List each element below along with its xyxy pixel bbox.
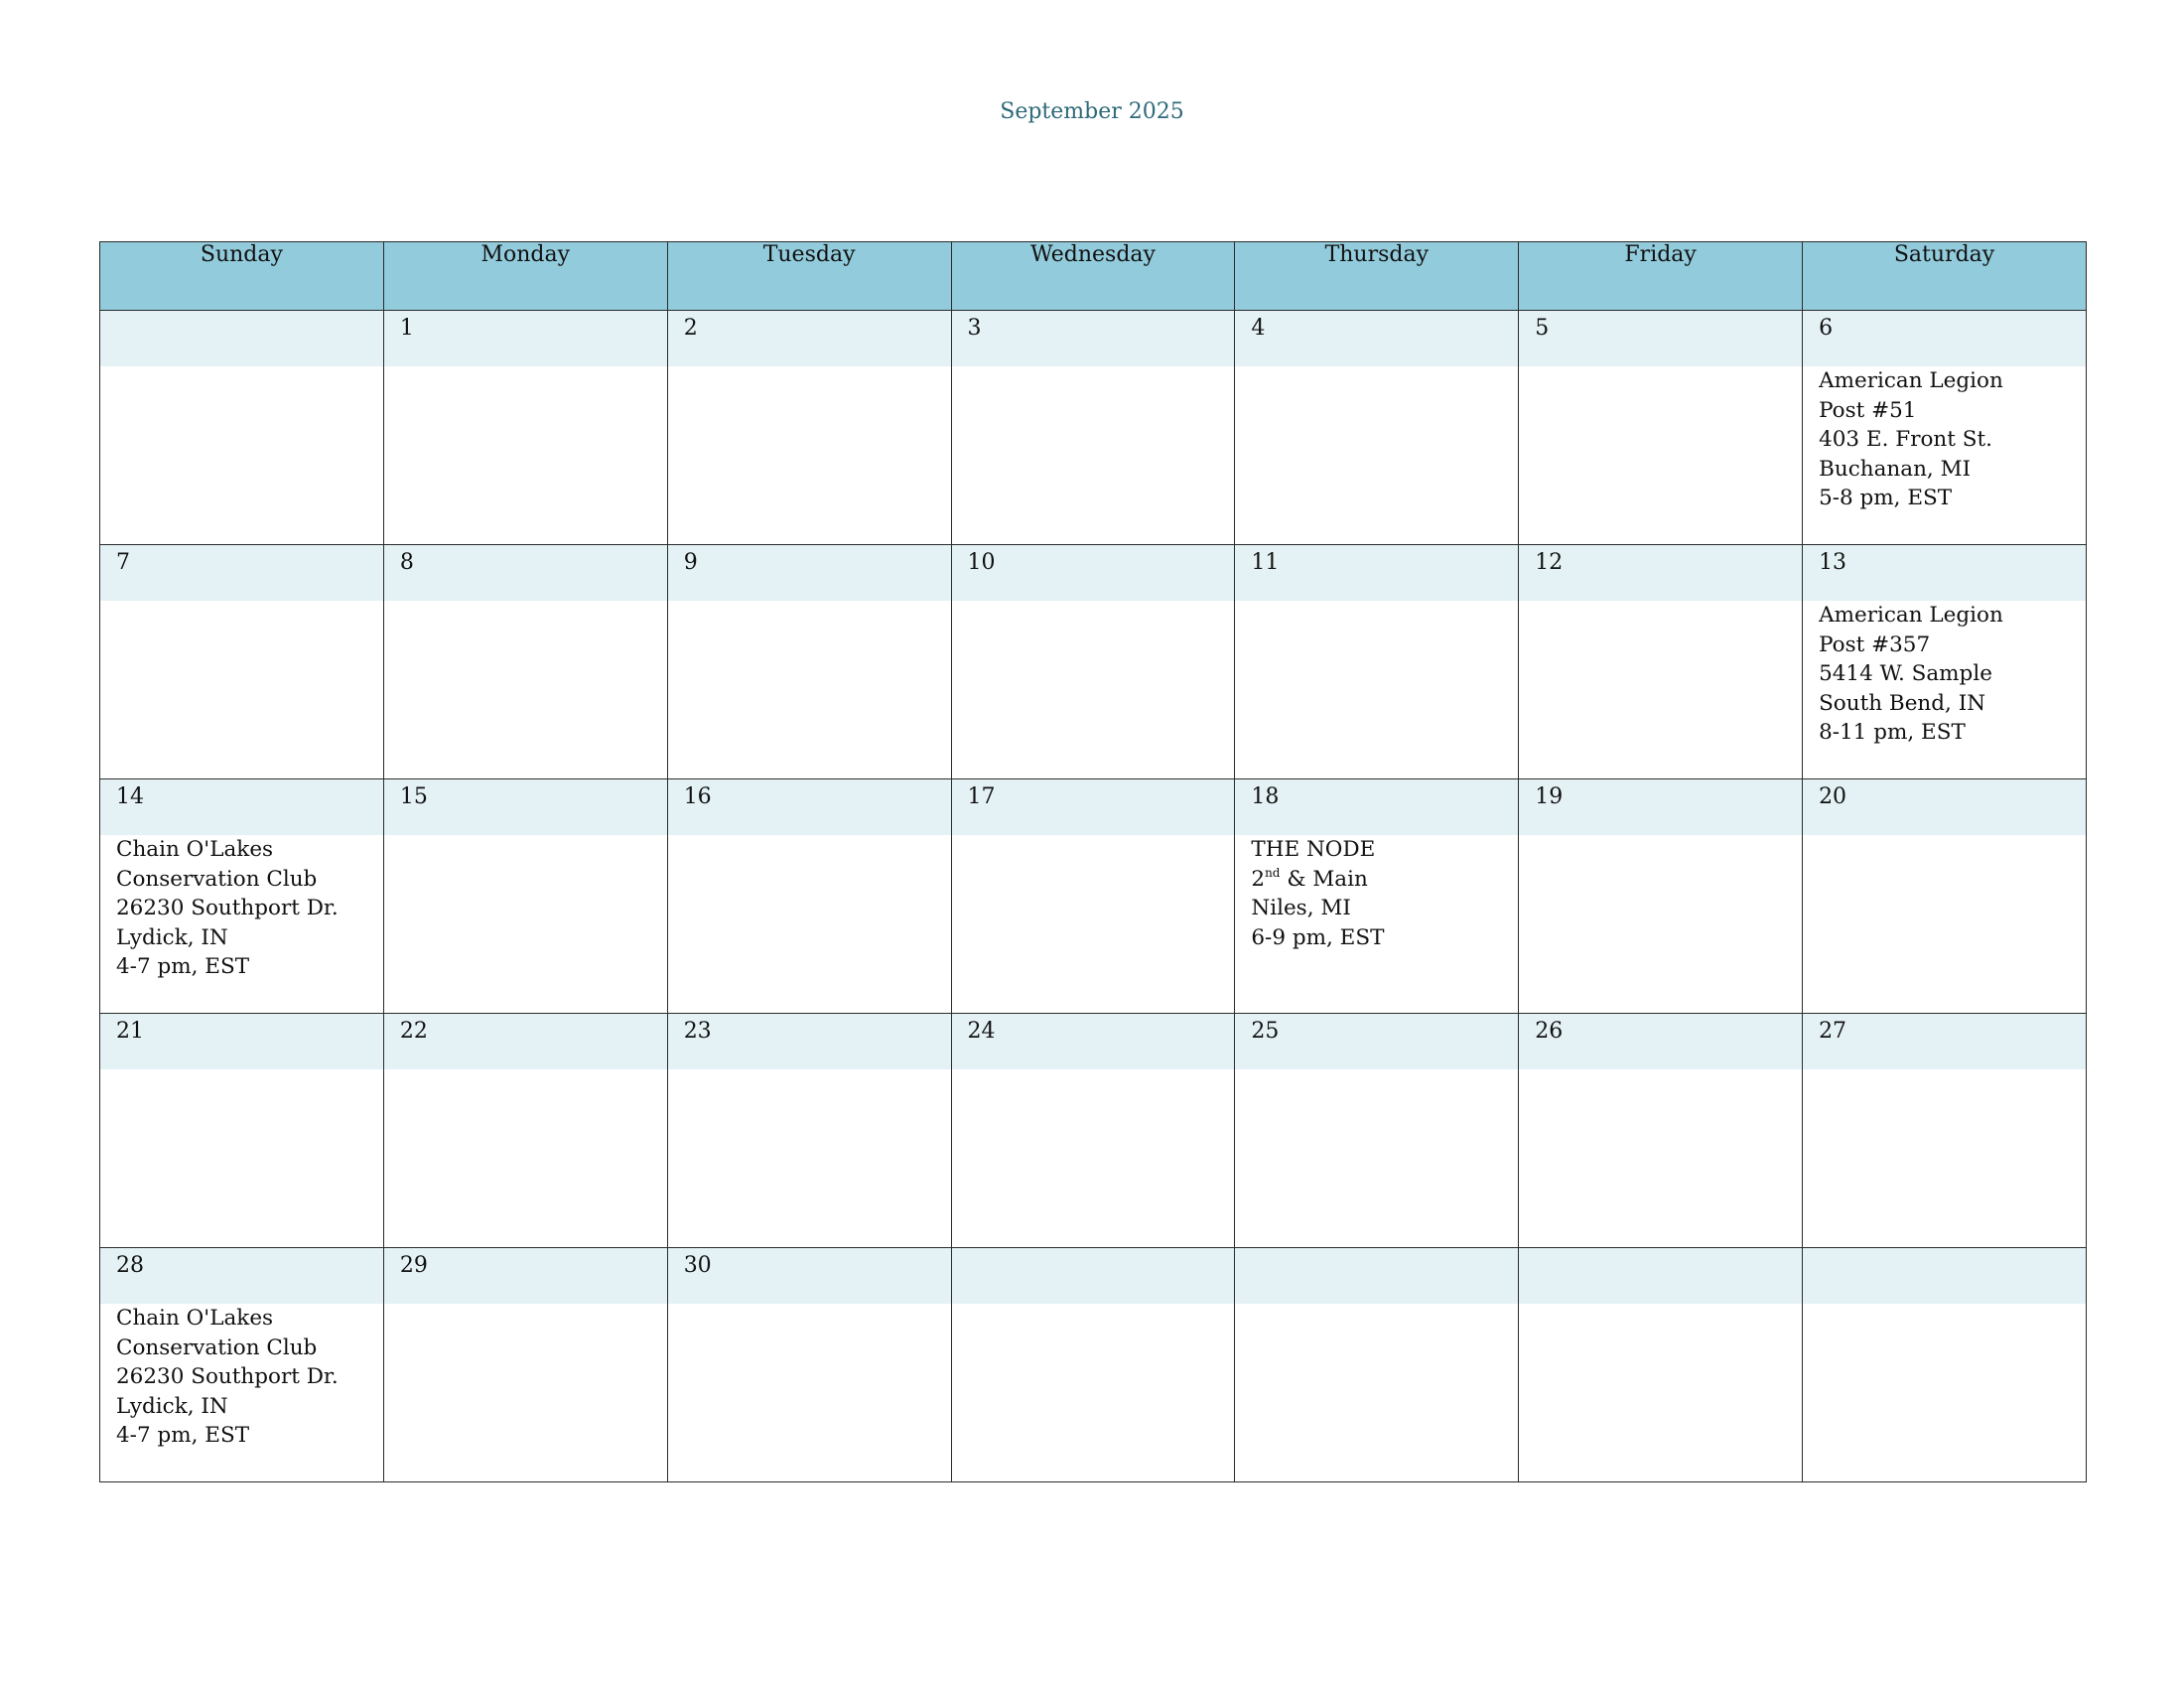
event-line: Chain O'Lakes [116, 1306, 274, 1331]
calendar-day-cell [383, 545, 667, 779]
event-line: Niles, MI [1251, 896, 1351, 920]
day-number: 15 [384, 779, 667, 835]
weekday-wednesday: Wednesday [951, 242, 1235, 311]
calendar-day-cell [951, 1014, 1235, 1248]
day-number [1803, 1248, 2086, 1304]
calendar-week-row [100, 545, 2087, 779]
calendar-day-cell [100, 311, 384, 545]
calendar-day-cell [100, 1014, 384, 1248]
calendar-day-cell [951, 1248, 1235, 1482]
calendar-day-cell [1519, 1014, 1803, 1248]
calendar-weeks [100, 311, 2087, 1482]
day-number: 24 [952, 1014, 1235, 1069]
day-number: 16 [668, 779, 951, 835]
calendar-week-row [100, 311, 2087, 545]
event-line: 8-11 pm, EST [1819, 720, 1966, 745]
day-number: 17 [952, 779, 1235, 835]
event-line: Post #51 [1819, 397, 1917, 423]
day-number: 26 [1519, 1014, 1802, 1069]
calendar-week-row [100, 1014, 2087, 1248]
event-line: 403 E. Front St. [1819, 427, 1992, 452]
calendar-title: September 2025 [1000, 99, 1184, 124]
weekday-monday: Monday [383, 242, 667, 311]
calendar-day-cell [383, 779, 667, 1014]
calendar-day-cell [667, 1248, 951, 1482]
calendar-day-cell [667, 779, 951, 1014]
calendar-day-cell [667, 311, 951, 545]
day-number: 6 [1803, 311, 2086, 366]
day-number: 9 [668, 545, 951, 601]
calendar-day-cell [1519, 545, 1803, 779]
day-number: 11 [1235, 545, 1518, 601]
weekday-friday: Friday [1519, 242, 1803, 311]
calendar-day-cell [667, 1014, 951, 1248]
day-number: 22 [384, 1014, 667, 1069]
weekday-thursday: Thursday [1235, 242, 1519, 311]
event-line: American Legion [1819, 368, 2003, 393]
day-number: 3 [952, 311, 1235, 366]
calendar-day-cell [1803, 1014, 2087, 1248]
calendar-day-cell [100, 779, 384, 1014]
event-line: 6-9 pm, EST [1251, 924, 1385, 950]
day-number: 21 [100, 1014, 383, 1069]
event-line: 26230 Southport Dr. [116, 896, 339, 920]
day-number: 23 [668, 1014, 951, 1069]
calendar-day-cell [667, 545, 951, 779]
day-number: 18 [1235, 779, 1518, 835]
day-number: 12 [1519, 545, 1802, 601]
calendar-day-cell [1519, 311, 1803, 545]
calendar-day-cell [1235, 545, 1519, 779]
event-line: Post #357 [1819, 632, 1931, 657]
day-number: 4 [1235, 311, 1518, 366]
day-number: 13 [1803, 545, 2086, 601]
calendar-day-cell [1803, 779, 2087, 1014]
day-number [1235, 1248, 1518, 1304]
calendar-day-cell [100, 545, 384, 779]
calendar-day-cell [1235, 779, 1519, 1014]
day-number: 5 [1519, 311, 1802, 366]
day-number [1519, 1248, 1802, 1304]
day-number: 14 [100, 779, 383, 835]
event-line: Chain O'Lakes [116, 837, 274, 862]
calendar-day-cell [1235, 1248, 1519, 1482]
calendar-day-cell [951, 779, 1235, 1014]
day-number: 28 [100, 1248, 383, 1304]
day-number: 20 [1803, 779, 2086, 835]
day-event [1803, 366, 2086, 513]
day-number: 29 [384, 1248, 667, 1304]
calendar-day-cell [1235, 311, 1519, 545]
event-line: 4-7 pm, EST [116, 1423, 250, 1448]
event-line: Buchanan, MI [1819, 456, 1972, 482]
calendar-day-cell [1803, 311, 2087, 545]
event-line: Conservation Club [116, 866, 318, 892]
day-event [100, 835, 383, 982]
event-line: 26230 Southport Dr. [116, 1364, 339, 1389]
event-line: 5-8 pm, EST [1819, 486, 1953, 510]
calendar-day-cell [951, 311, 1235, 545]
day-number: 7 [100, 545, 383, 601]
calendar-day-cell [1803, 545, 2087, 779]
weekday-saturday: Saturday [1803, 242, 2087, 311]
calendar-day-cell [1519, 779, 1803, 1014]
calendar-day-cell [383, 1014, 667, 1248]
event-line: Conservation Club [116, 1335, 318, 1360]
day-event [1803, 601, 2086, 748]
weekday-sunday: Sunday [100, 242, 384, 311]
day-number: 10 [952, 545, 1235, 601]
weekday-tuesday: Tuesday [667, 242, 951, 311]
event-line: Lydick, IN [116, 924, 228, 950]
day-number: 30 [668, 1248, 951, 1304]
event-line: Lydick, IN [116, 1393, 228, 1419]
event-line: 4-7 pm, EST [116, 954, 250, 979]
calendar-day-cell [1803, 1248, 2087, 1482]
day-number: 25 [1235, 1014, 1518, 1069]
event-line: 5414 W. Sample [1819, 661, 1992, 686]
day-number: 27 [1803, 1014, 2086, 1069]
day-event [1235, 835, 1518, 952]
day-event [100, 1304, 383, 1451]
day-number: 19 [1519, 779, 1802, 835]
calendar-week-row [100, 779, 2087, 1014]
event-line: 2nd & Main [1251, 865, 1368, 892]
event-line: South Bend, IN [1819, 690, 1986, 716]
day-number: 1 [384, 311, 667, 366]
calendar-day-cell [100, 1248, 384, 1482]
event-line: THE NODE [1251, 837, 1376, 862]
calendar-day-cell [1235, 1014, 1519, 1248]
calendar-day-cell [951, 545, 1235, 779]
day-number [100, 311, 383, 366]
day-number: 2 [668, 311, 951, 366]
calendar-grid [99, 241, 2087, 1482]
calendar-day-cell [383, 311, 667, 545]
calendar-day-cell [1519, 1248, 1803, 1482]
event-line: American Legion [1819, 603, 2003, 628]
day-number: 8 [384, 545, 667, 601]
calendar-week-row [100, 1248, 2087, 1482]
calendar-day-cell [383, 1248, 667, 1482]
day-number [952, 1248, 1235, 1304]
weekday-header-row [100, 242, 2087, 311]
